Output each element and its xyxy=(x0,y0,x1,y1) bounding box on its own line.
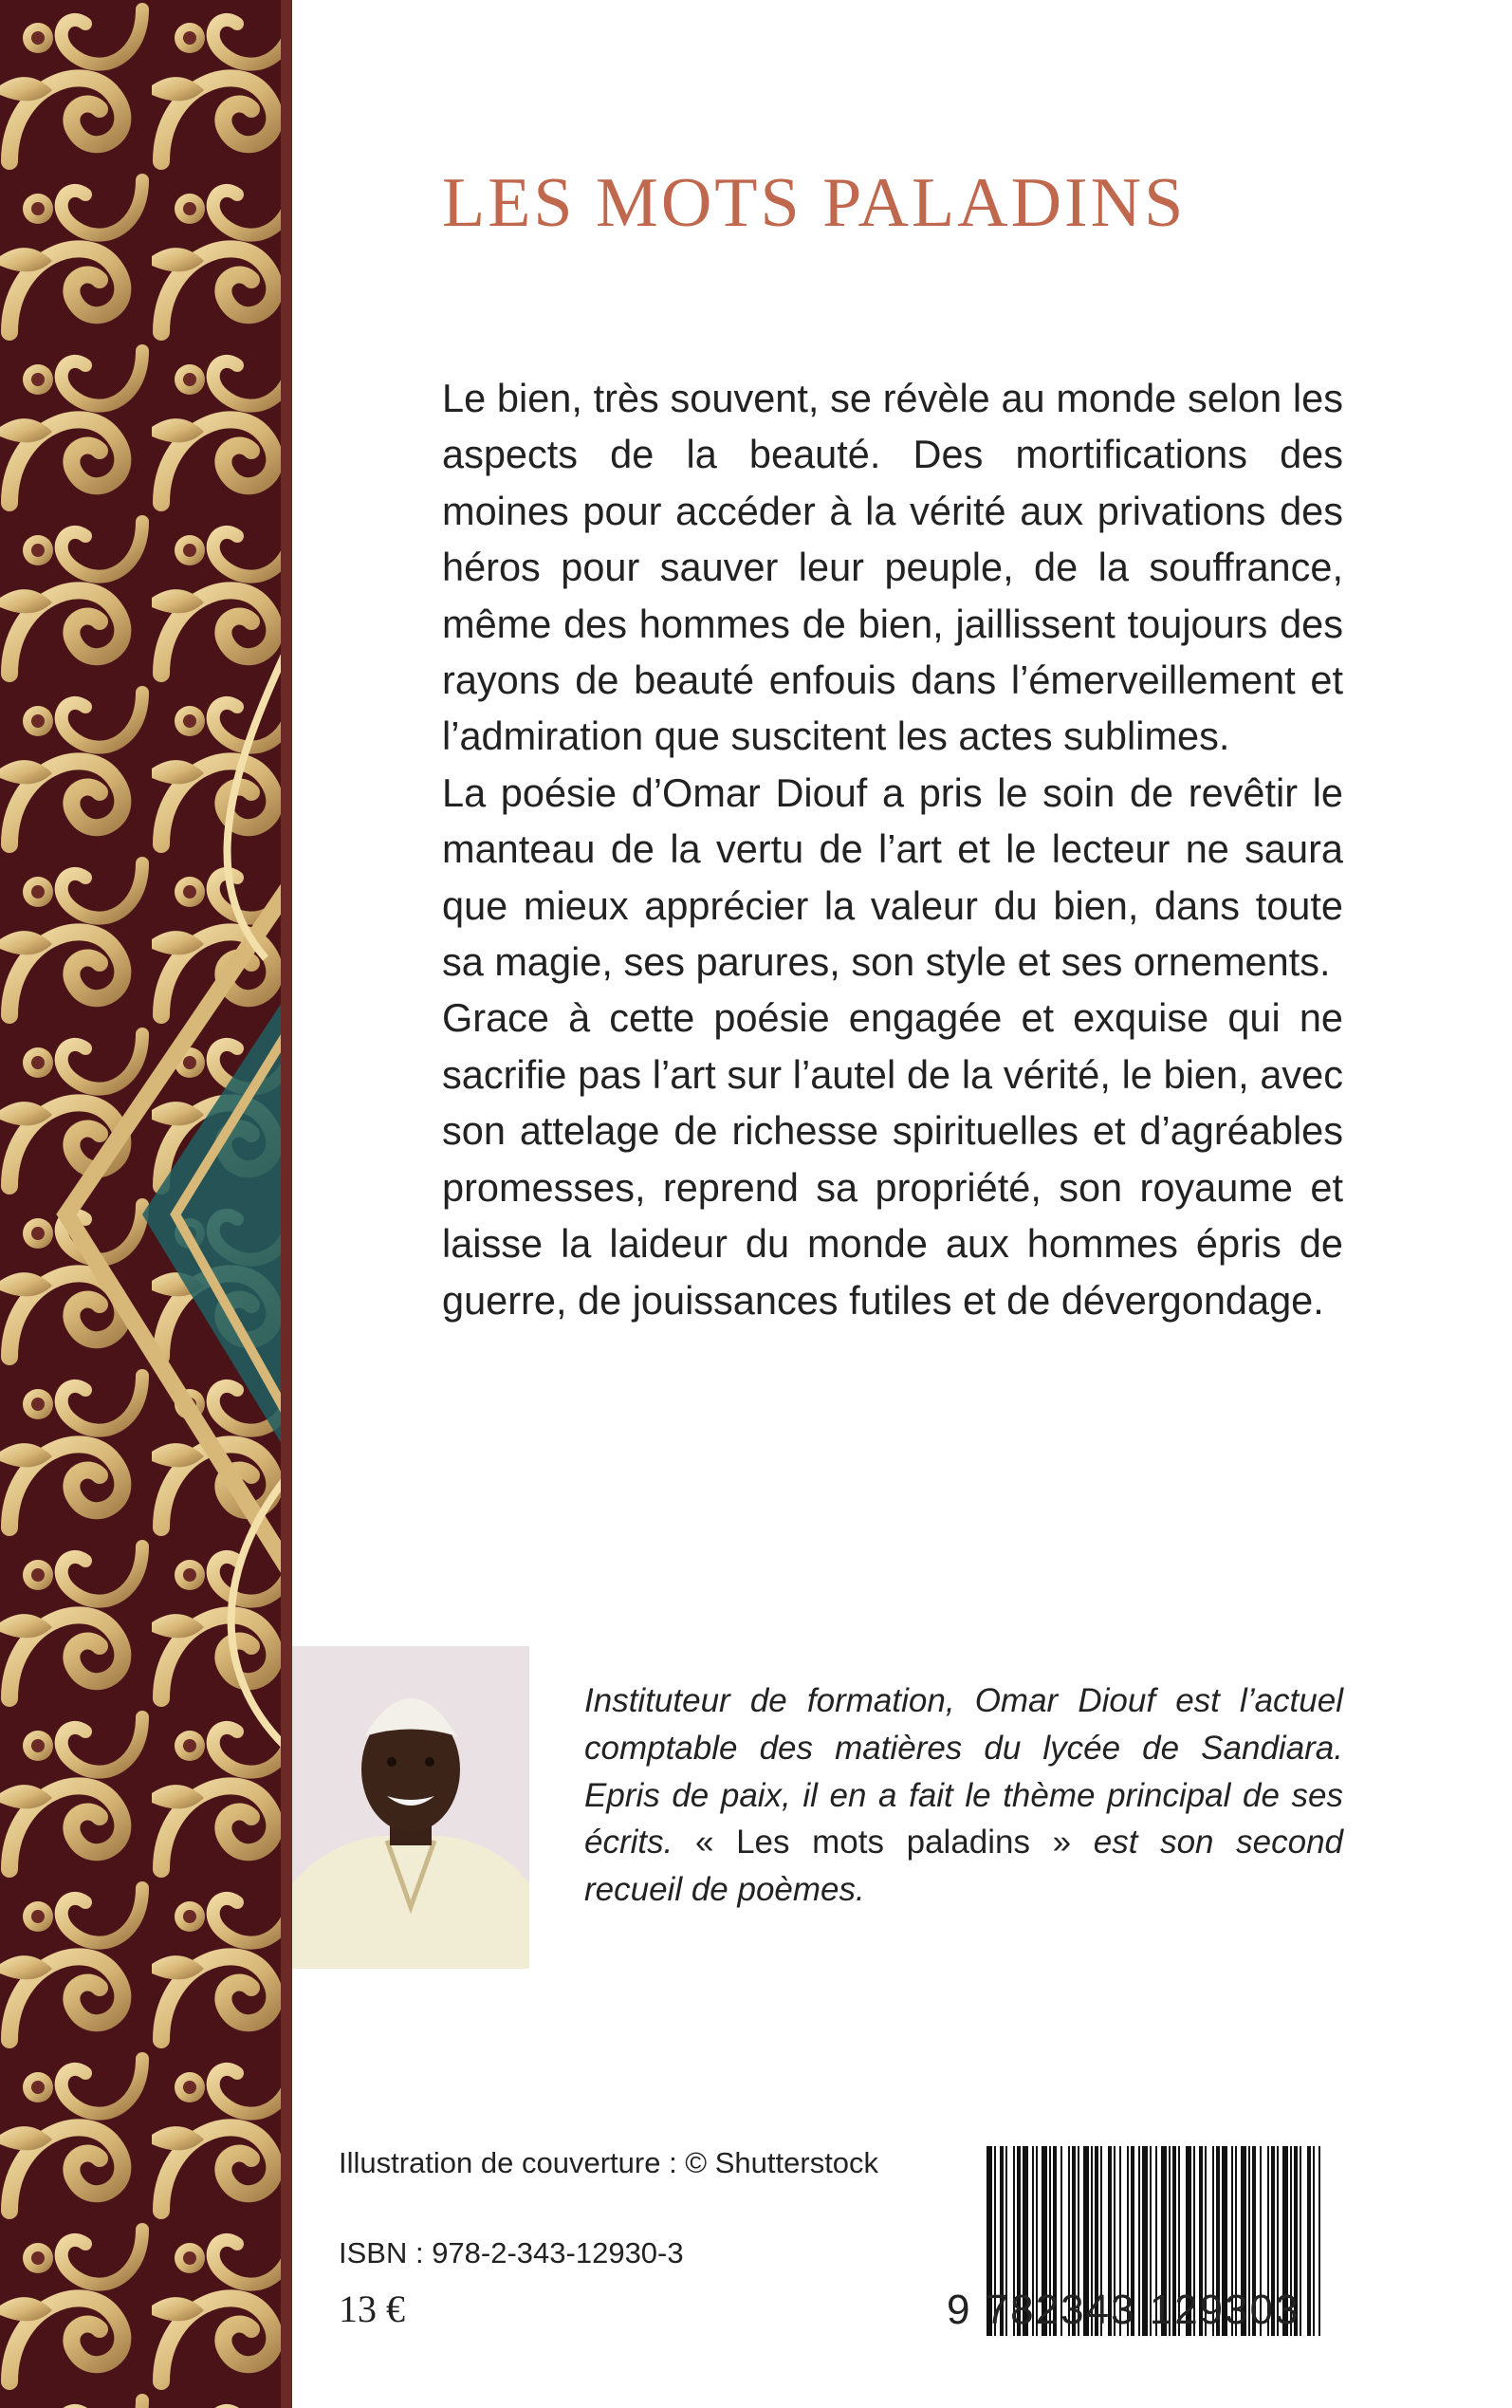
isbn: ISBN : 978-2-343-12930-3 xyxy=(339,2236,684,2269)
author-photo xyxy=(292,1646,529,1969)
back-cover-blurb xyxy=(442,370,1343,1328)
blurb-paragraph: Le bien, très souvent, se révèle au monde selon les aspects de la beauté. Des mortifications des moines pour accéder à la vérité aux privations des héros pour sauver leur peuple, de la souffrance, même des hommes de bien, jaillissent toujours des rayons de beauté enfouis dans l’émerveillement et l’admiration que suscitent les actes sublimes. xyxy=(442,376,1343,759)
cover-ornament-panel xyxy=(0,0,292,2408)
author-bio-book-title: « Les mots paladins » xyxy=(694,1824,1072,1862)
blurb-paragraph: La poésie d’Omar Diouf a pris le soin de revêtir le manteau de la vertu de l’art et le lecteur ne saura que mieux apprécier la valeur du bien, dans toute sa magie, ses parures, son style et ses ornements. xyxy=(442,769,1343,985)
barcode-digits: 9 782343 129303 xyxy=(947,2287,1300,2333)
blurb-paragraph: Grace à cette poésie engagée et exquise qui ne sacrifie pas l’art sur l’autel de la vérité, le bien, avec son attelage de richesse spirituelles et d’agréables promesses, reprend sa propriété, son royaume et laisse la laideur du monde aux hommes épris de guerre, de jouissances futiles et de dévergondage. xyxy=(442,995,1343,1323)
price: 13 € xyxy=(339,2288,405,2330)
author-bio-text: Instituteur de formation, Omar Diouf est l’actuel comptable des matières du lycée de Sandiara. Epris de paix, il en a fait le thème principal de ses écrits. xyxy=(584,1682,1343,1862)
book-title: LES MOTS PALADINS xyxy=(442,164,1187,242)
author-bio-text-end: est son second recueil de poèmes. xyxy=(584,1824,1343,1909)
illustration-credit: Illustration de couverture : © Shutterstock xyxy=(339,2146,879,2179)
author-bio xyxy=(584,1677,1343,1914)
